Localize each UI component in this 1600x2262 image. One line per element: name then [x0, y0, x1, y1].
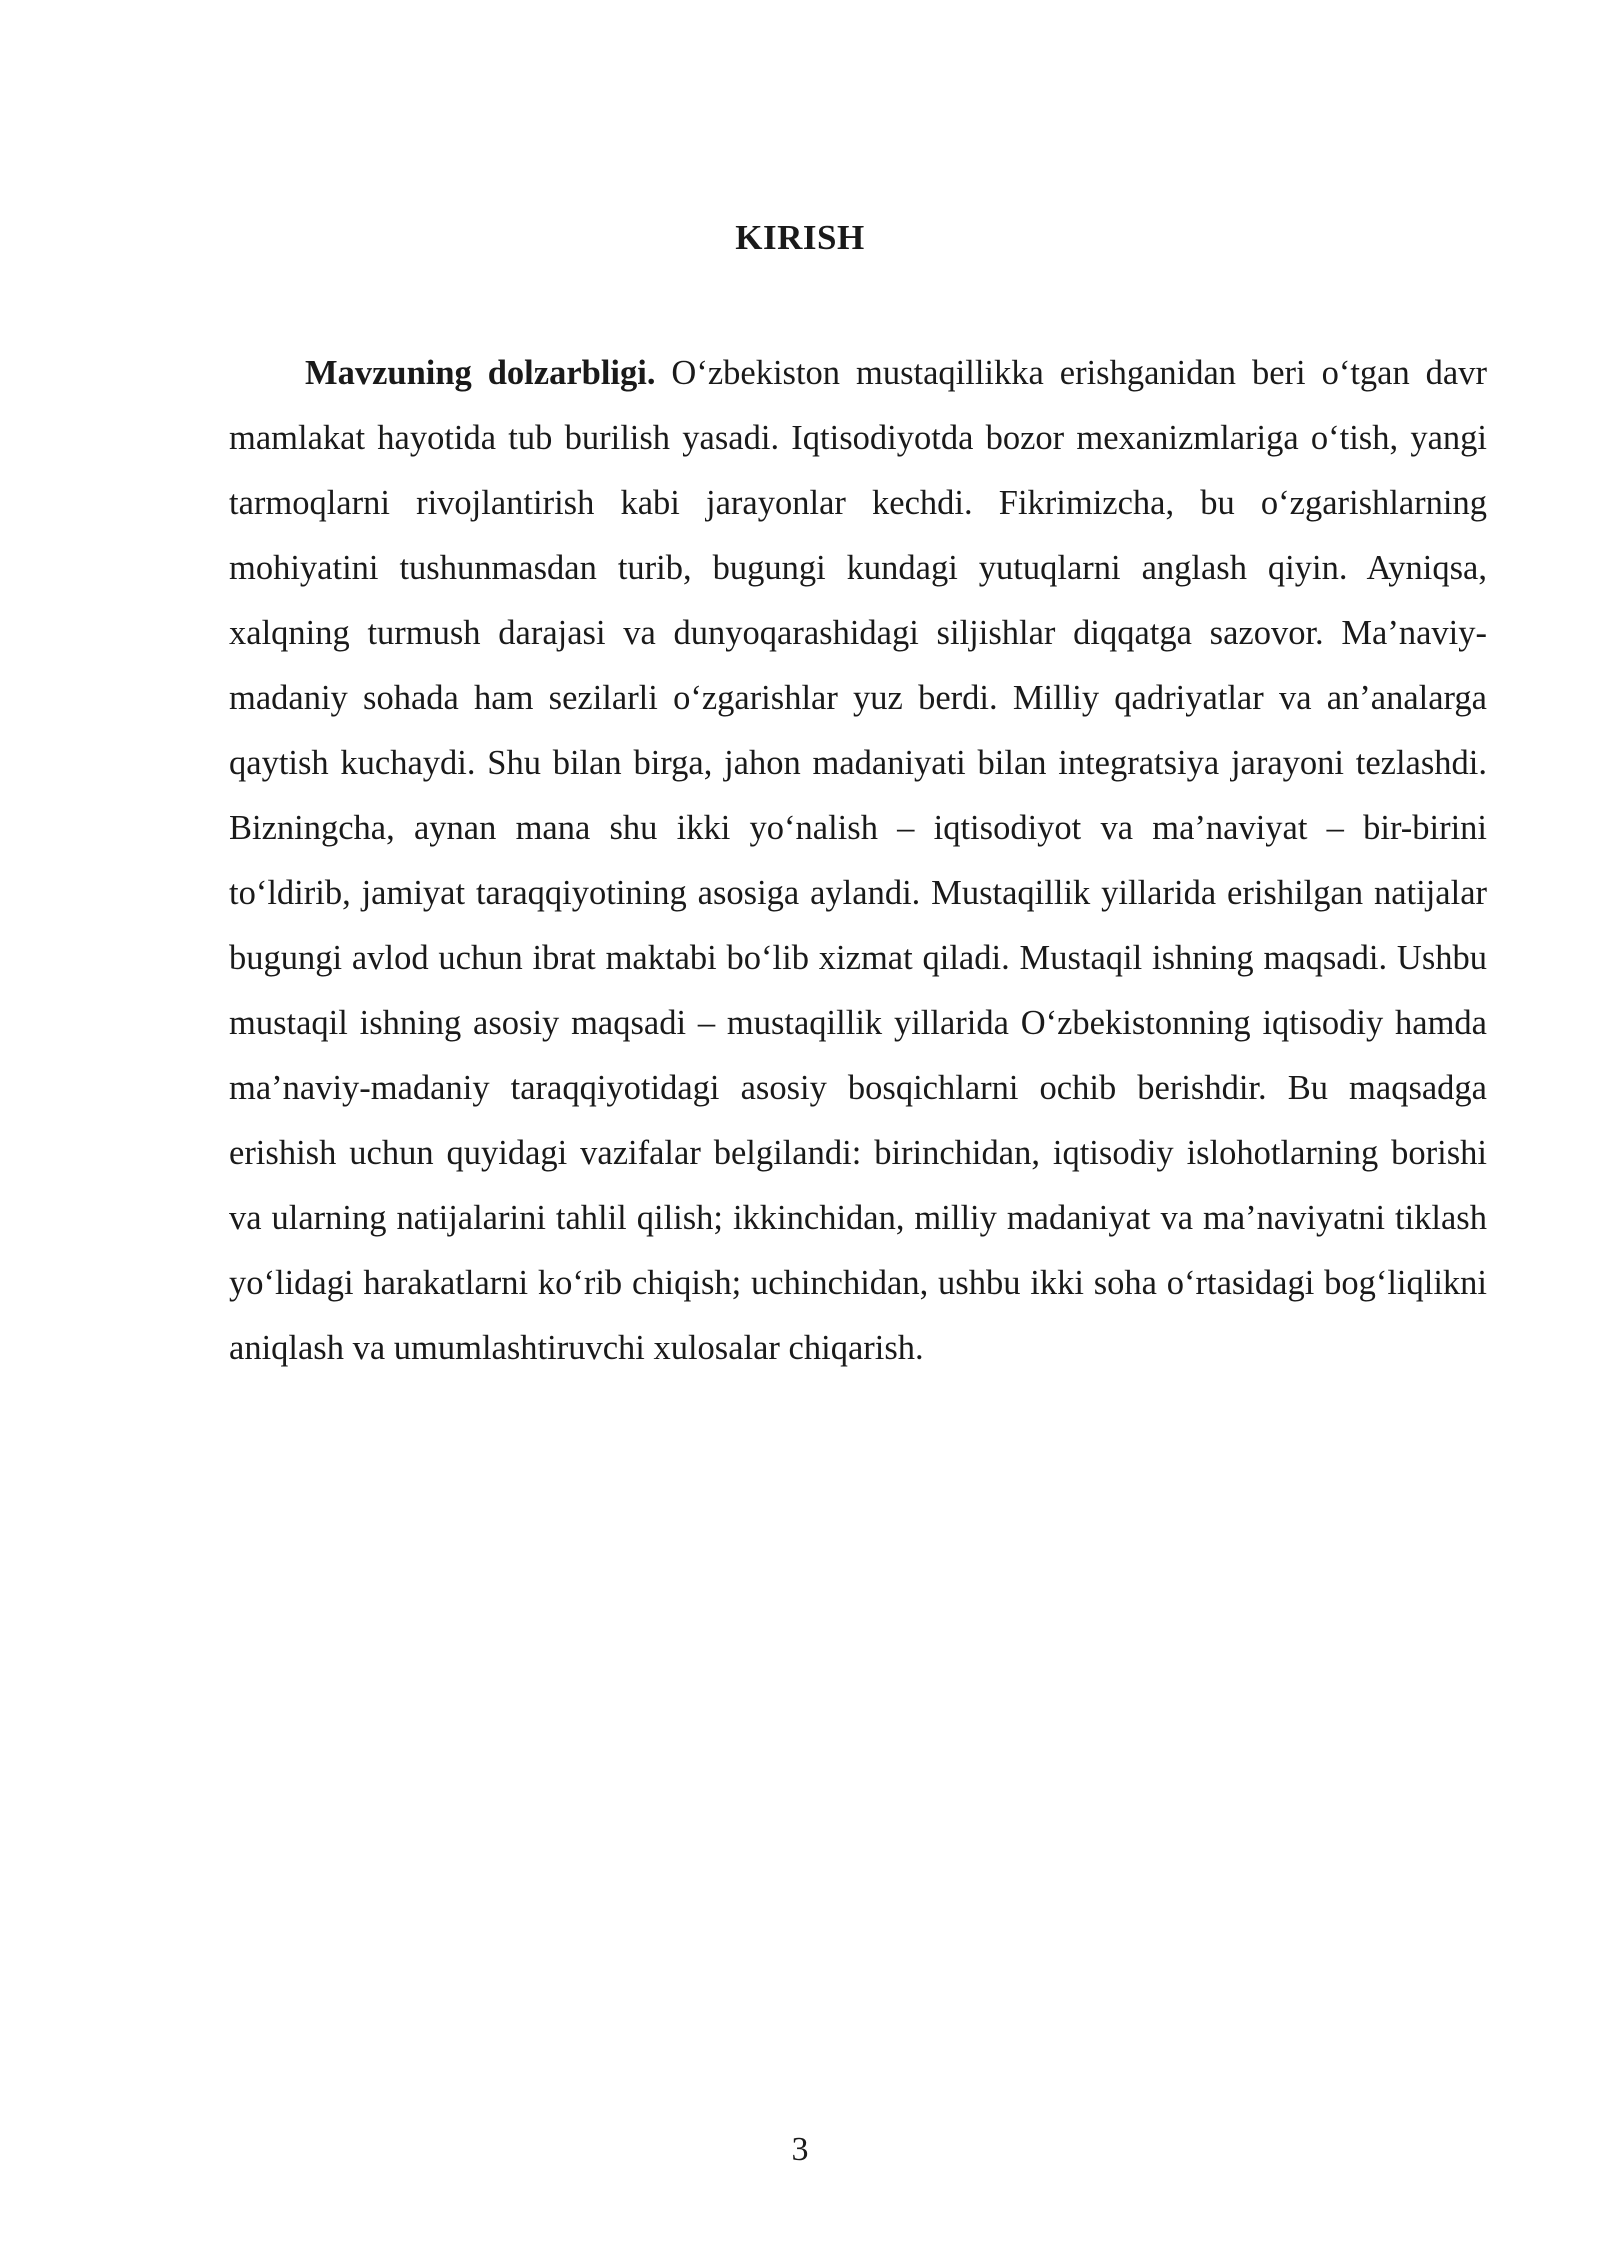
paragraph-text: O‘zbekiston mustaqillikka erishganidan beri o‘tgan davr mamlakat hayotida tub burilish yasadi. Iqtisodiyotda bozor mexanizmlariga o‘tish, yangi tarmoqlarni rivojlantirish kabi jarayonlar kechdi. Fikrimizcha, bu o‘zgarishlarning mohiyatini tushunmasdan turib, bugungi kundagi yutuqlarni anglash qiyin. Ayniqsa, xalqning turmush darajasi va dunyoqarashidagi siljishlar diqqatga sazovor. Ma’naviy-madaniy sohada ham sezilarli o‘zgarishlar yuz berdi. Milliy qadriyatlar va an’analarga qaytish kuchaydi. Shu bilan birga, jahon madaniyati bilan integratsiya jarayoni tezlashdi. Bizningcha, aynan mana shu ikki yo‘nalish – iqtisodiyot va ma’naviyat – bir-birini to‘ldirib, jamiyat taraqqiyotining asosiga aylandi. Mustaqillik yillarida erishilgan natijalar bugungi avlod uchun ibrat maktabi bo‘lib xizmat qiladi. Mustaqil ishning maqsadi. Ushbu mustaqil ishning asosiy maqsadi – mustaqillik yillarida O‘zbekistonning iqtisodiy hamda ma’naviy-madaniy taraqqiyotidagi asosiy bosqichlarni ochib berishdir. Bu maqsadga erishish uchun quyidagi vazifalar belgilandi: birinchidan, iqtisodiy islohotlarning borishi va ularning natijalarini tahlil qilish; ikkinchidan, milliy madaniyat va ma’naviyatni tiklash yo‘lidagi harakatlarni ko‘rib chiqish; uchinchidan, ushbu ikki soha o‘rtasidagi bog‘liqlikni aniqlash va umumlashtiruvchi xulosalar chiqarish.: [229, 354, 1487, 1367]
body-paragraph: [229, 341, 1487, 1381]
page-number: 3: [791, 2131, 809, 2168]
paragraph-lead: Mavzuning dolzarbligi.: [305, 354, 656, 392]
page-title: KIRISH: [735, 218, 865, 257]
